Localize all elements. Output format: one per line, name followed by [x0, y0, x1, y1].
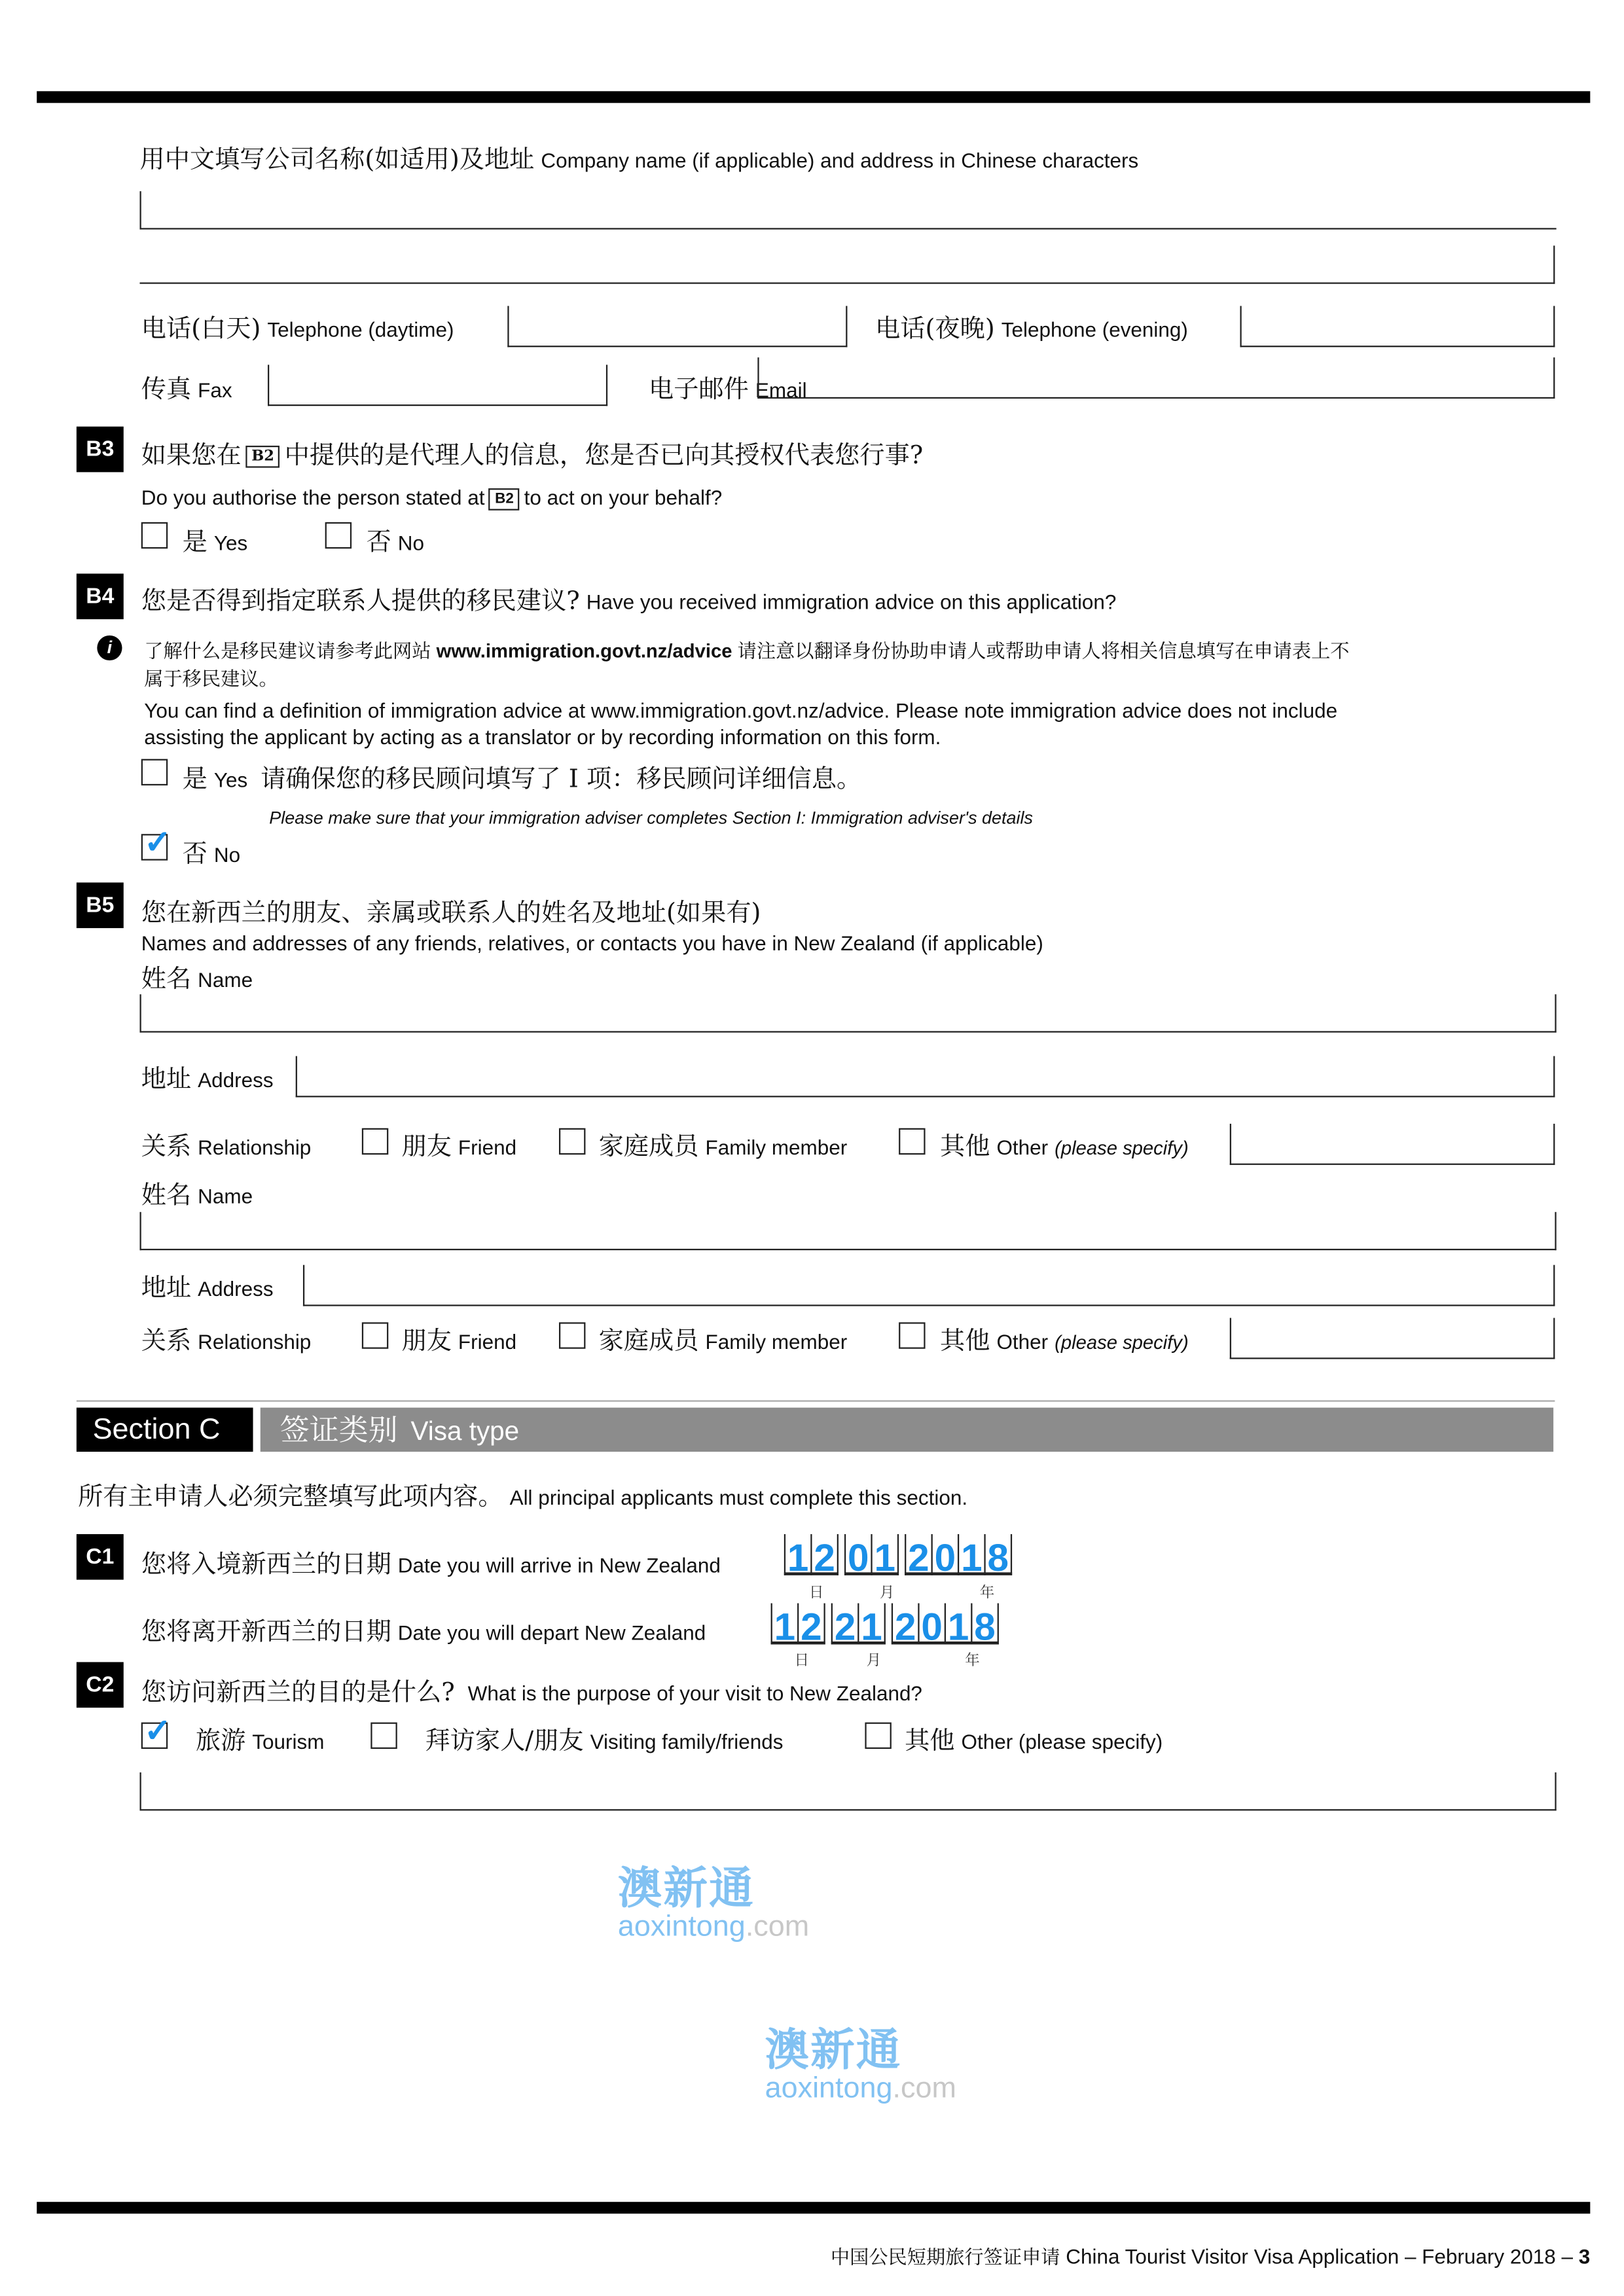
company-field-1[interactable] — [139, 191, 1556, 229]
year-label: 年 — [979, 1585, 995, 1602]
date-digit: 2 — [801, 1604, 822, 1649]
year-label: 年 — [965, 1653, 980, 1670]
day-label: 日 — [809, 1585, 824, 1602]
b3-no-label: 否 No — [366, 528, 425, 558]
date-digit: 2 — [814, 1535, 835, 1580]
date-digit-cell[interactable] — [931, 1534, 958, 1580]
date-digit-cell[interactable] — [945, 1604, 971, 1649]
b4-question: 您是否得到指定联系人提供的移民建议? Have you received immigration advice on this application? — [141, 586, 1117, 617]
watermark-logo: 澳新通 aoxintong.com — [765, 2026, 956, 2105]
date-digit: 1 — [947, 1604, 969, 1649]
c2-other-field[interactable] — [139, 1772, 1556, 1810]
b5-address-field-1[interactable] — [296, 1056, 1555, 1098]
date-digit-cell[interactable] — [844, 1534, 871, 1580]
b5-friend-label-1: 朋友 Friend — [401, 1132, 517, 1162]
b5-other-label-1: 其他 Other (please specify) — [940, 1132, 1189, 1162]
b5-friend-checkbox-1[interactable] — [362, 1128, 388, 1155]
date-digit-cell[interactable] — [857, 1604, 886, 1649]
b5-name-label-2: 姓名 Name — [141, 1181, 253, 1211]
b5-relationship-label-2: 关系 Relationship — [141, 1327, 312, 1357]
b5-question-en: Names and addresses of any friends, relatives, or contacts you have in New Zealand (if applicable) — [141, 931, 1043, 955]
date-digit-cell[interactable] — [984, 1534, 1012, 1580]
tel-day-field[interactable] — [507, 306, 847, 347]
c1-badge: C1 — [77, 1534, 124, 1580]
date-digit: 0 — [934, 1535, 956, 1580]
section-c-title: 签证类别 Visa type — [261, 1408, 1553, 1452]
email-field[interactable] — [757, 357, 1555, 399]
b3-badge: B3 — [77, 427, 124, 473]
b4-yes-checkbox[interactable] — [141, 759, 168, 785]
month-label: 月 — [866, 1653, 882, 1670]
b5-family-checkbox-2[interactable] — [559, 1322, 585, 1348]
date-digit-cell[interactable] — [810, 1534, 839, 1580]
b5-address-label-1: 地址 Address — [141, 1065, 274, 1094]
b5-other-field-2[interactable] — [1230, 1318, 1555, 1359]
b5-family-checkbox-1[interactable] — [559, 1128, 585, 1155]
c2-visit-checkbox[interactable] — [370, 1723, 397, 1749]
date-digit-cell[interactable] — [771, 1604, 797, 1649]
checkmark-icon: ✓ — [144, 1712, 171, 1749]
footer: 中国公民短期旅行签证申请 China Tourist Visitor Visa Application – February 2018 – 3 — [830, 2244, 1591, 2270]
date-digit: 8 — [987, 1535, 1009, 1580]
top-rule — [37, 91, 1590, 103]
section-divider — [77, 1400, 1555, 1401]
date-group — [831, 1604, 886, 1649]
b5-name-label-1: 姓名 Name — [141, 965, 253, 995]
arrival-date-field[interactable] — [784, 1534, 1018, 1580]
b3-no-checkbox[interactable] — [325, 522, 352, 548]
b4-yes-label: 是 Yes 请确保您的移民顾问填写了 I 项：移民顾问详细信息。 — [182, 764, 862, 795]
fax-field[interactable] — [268, 365, 607, 406]
page-number: 3 — [1578, 2244, 1591, 2269]
checkmark-icon: ✓ — [144, 823, 171, 861]
b5-badge: B5 — [77, 882, 124, 928]
b5-family-label-2: 家庭成员 Family member — [598, 1327, 848, 1357]
b5-question-zh: 您在新西兰的朋友、亲属或联系人的姓名及地址(如果有) — [141, 899, 761, 929]
date-digit-cell[interactable] — [797, 1604, 825, 1649]
section-c-tag: Section C — [77, 1408, 253, 1452]
b4-info-en-2: assisting the applicant by acting as a translator or by recording information on this form. — [144, 725, 941, 749]
b5-friend-checkbox-2[interactable] — [362, 1322, 388, 1348]
b5-family-label-1: 家庭成员 Family member — [598, 1132, 848, 1162]
b5-address-field-2[interactable] — [303, 1265, 1555, 1306]
tel-eve-label: 电话(夜晚) Telephone (evening) — [875, 314, 1188, 344]
date-digit: 1 — [961, 1535, 983, 1580]
b4-info-en-1: You can find a definition of immigration advice at www.immigration.govt.nz/advice. Please note immigration advice does not include — [144, 698, 1338, 723]
b5-other-checkbox-1[interactable] — [899, 1128, 925, 1155]
date-digit-cell[interactable] — [918, 1604, 944, 1649]
c1-depart-label: 您将离开新西兰的日期 Date you will depart New Zealand — [141, 1618, 706, 1647]
b4-info-zh-2: 属于移民建议。 — [144, 669, 278, 692]
date-digit: 2 — [894, 1604, 916, 1649]
date-digit: 8 — [974, 1604, 996, 1649]
date-digit-cell[interactable] — [831, 1604, 857, 1649]
c2-tourism-checkbox[interactable] — [141, 1712, 171, 1749]
b5-address-label-2: 地址 Address — [141, 1274, 274, 1304]
date-digit-cell[interactable] — [958, 1534, 984, 1580]
b5-friend-label-2: 朋友 Friend — [401, 1327, 517, 1357]
c2-tourism-label: 旅游 Tourism — [195, 1727, 325, 1757]
date-group — [771, 1604, 825, 1649]
date-digit: 2 — [908, 1535, 929, 1580]
day-label: 日 — [794, 1653, 810, 1670]
b4-info-zh: 了解什么是移民建议请参考此网站 www.immigration.govt.nz/advice 请注意以翻译身份协助申请人或帮助申请人将相关信息填写在申请表上不 — [144, 639, 1350, 664]
date-digit: 1 — [874, 1535, 896, 1580]
email-label: 电子邮件 Email — [649, 375, 807, 405]
c2-badge: C2 — [77, 1662, 124, 1708]
b5-name-field-1[interactable] — [139, 994, 1556, 1032]
date-digit: 0 — [921, 1604, 943, 1649]
b4-no-checkbox[interactable] — [141, 823, 171, 861]
c2-other-checkbox[interactable] — [865, 1723, 891, 1749]
b3-question-en: Do you authorise the person stated at B2 to act on your behalf? — [141, 485, 723, 509]
date-digit: 1 — [787, 1535, 809, 1580]
b4-no-label: 否 No — [182, 840, 241, 870]
date-digit-cell[interactable] — [892, 1604, 918, 1649]
date-digit-cell[interactable] — [871, 1534, 899, 1580]
b3-yes-label: 是 Yes — [182, 528, 248, 558]
c1-arrive-label: 您将入境新西兰的日期 Date you will arrive in New Zealand — [141, 1550, 721, 1580]
date-group — [844, 1534, 899, 1580]
date-digit: 2 — [834, 1604, 856, 1649]
fax-label: 传真 Fax — [141, 375, 232, 405]
c2-question: 您访问新西兰的目的是什么? What is the purpose of your visit to New Zealand? — [141, 1678, 922, 1708]
date-digit-cell[interactable] — [784, 1534, 810, 1580]
info-icon: i — [97, 636, 122, 660]
tel-eve-field[interactable] — [1240, 306, 1555, 347]
company-label: 用中文填写公司名称(如适用)及地址 Company name (if applicable) and address in Chinese characters — [139, 145, 1139, 175]
departure-date-field[interactable] — [771, 1604, 1005, 1649]
date-digit-cell[interactable] — [905, 1534, 931, 1580]
b5-relationship-label-1: 关系 Relationship — [141, 1132, 312, 1162]
b5-name-field-2[interactable] — [139, 1212, 1556, 1250]
date-digit: 0 — [848, 1535, 869, 1580]
date-group — [892, 1604, 999, 1649]
section-c-intro: 所有主申请人必须完整填写此项内容。 All principal applicants must complete this section. — [78, 1482, 968, 1513]
date-digit: 1 — [774, 1604, 796, 1649]
b5-other-checkbox-2[interactable] — [899, 1322, 925, 1348]
b3-yes-checkbox[interactable] — [141, 522, 168, 548]
b5-other-field-1[interactable] — [1230, 1124, 1555, 1165]
date-digit-cell[interactable] — [971, 1604, 999, 1649]
c2-other-label: 其他 Other (please specify) — [905, 1727, 1163, 1757]
date-group — [905, 1534, 1012, 1580]
watermark-logo: 澳新通 aoxintong.com — [617, 1865, 810, 1943]
b3-question-zh: 如果您在 B2 中提供的是代理人的信息，您是否已向其授权代表您行事? — [141, 441, 924, 471]
tel-day-label: 电话(白天) Telephone (daytime) — [141, 314, 454, 344]
date-group — [784, 1534, 839, 1580]
month-label: 月 — [879, 1585, 895, 1602]
date-digit: 1 — [861, 1604, 882, 1649]
c2-visit-label: 拜访家人/朋友 Visiting family/friends — [425, 1727, 784, 1757]
b5-other-label-2: 其他 Other (please specify) — [940, 1327, 1189, 1357]
bottom-rule — [37, 2202, 1590, 2214]
company-field-2[interactable] — [139, 245, 1555, 283]
b4-yes-note-en: Please make sure that your immigration adviser completes Section I: Immigration adviser's details — [269, 807, 1034, 829]
b4-badge: B4 — [77, 573, 124, 619]
